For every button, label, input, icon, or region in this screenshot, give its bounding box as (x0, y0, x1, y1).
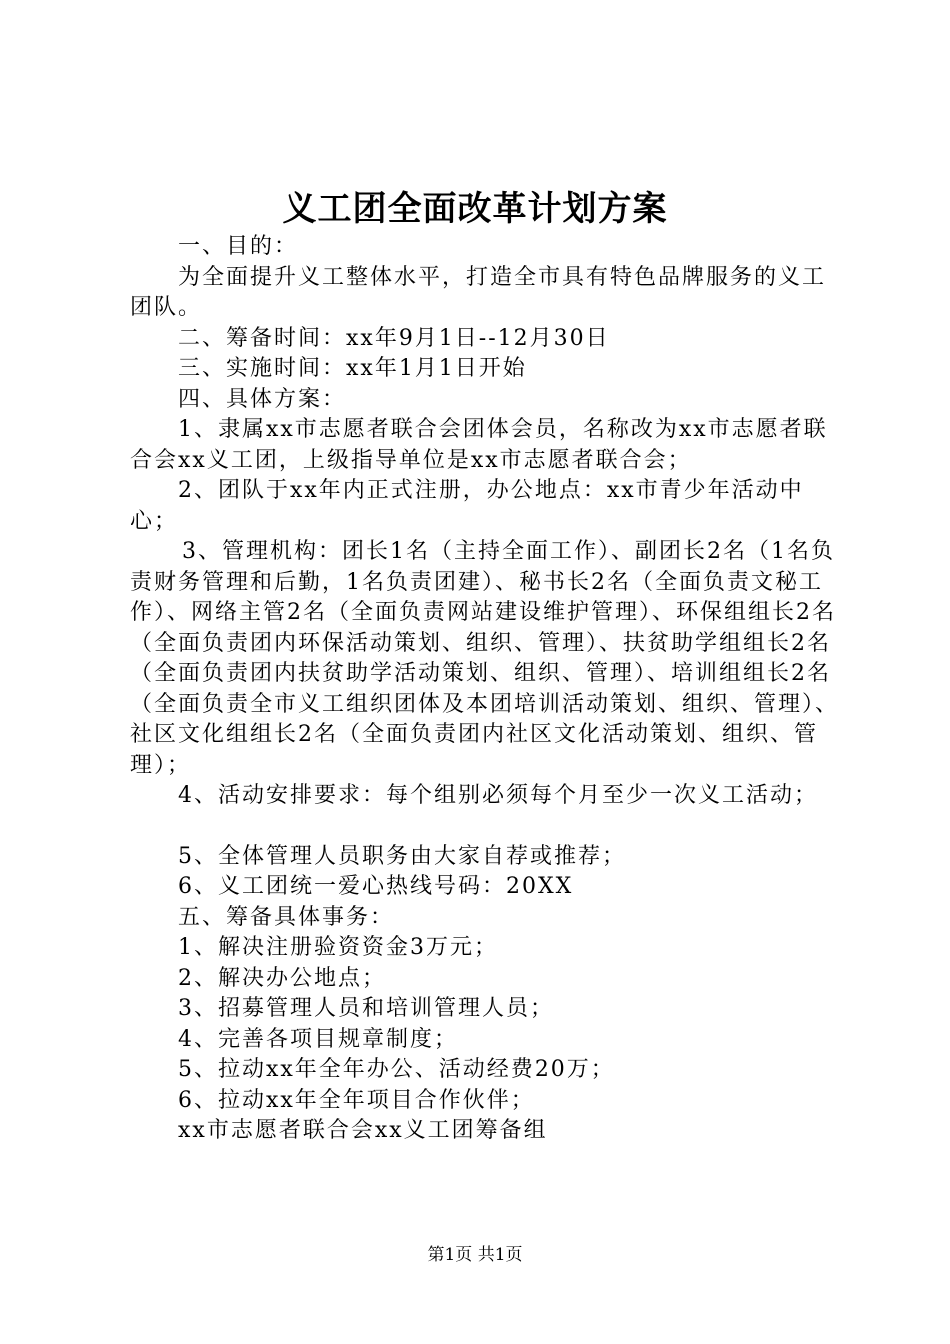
plan-item-2: 2、团队于xx年内正式注册，办公地点：xx市青少年活动中心； (130, 478, 804, 534)
page-footer: 第1页 共1页 (427, 1245, 523, 1265)
task-item-5: 5、拉动xx年全年办公、活动经费20万； (178, 1057, 615, 1082)
plan-item-1: 1、隶属xx市志愿者联合会团体会员，名称改为xx市志愿者联合会xx义工团，上级指导单位是xx市志愿者联合会； (130, 417, 828, 473)
blank-line (130, 812, 845, 842)
signature-line: xx市志愿者联合会xx义工团筹备组 (178, 1118, 548, 1143)
task-item-2: 2、解决办公地点； (178, 965, 386, 991)
task-item-4: 4、完善各项目规章制度； (178, 1026, 458, 1052)
task-item-3: 3、招募管理人员和培训管理人员； (178, 996, 554, 1021)
section-heading-start-time: 三、实施时间：xx年1月1日开始 (178, 356, 527, 381)
section-heading-purpose: 一、目的： (178, 234, 299, 259)
section-heading-plan: 四、具体方案： (178, 386, 347, 412)
section-heading-prep-tasks: 五、筹备具体事务： (178, 904, 395, 930)
plan-item-3: 3、管理机构：团长1名（主持全面工作）、副团长2名（1名负责财务管理和后勤，1名负责团建）、秘书长2名（全面负责文秘工作）、网络主管2名（全面负责网站建设维护管理）、环保组组长2名（全面负责团内环保活动策划、组织、管理）、扶贫助学组组长2名（全面负责团内扶贫助学活动策划、组织、管理）、培训组组长2名（全面负责全市义工组织团体及本团培训活动策划、组织、管理）、社区文化组组长2名（全面负责团内社区文化活动策划、组织、管理）； (130, 539, 840, 778)
document-title: 义工团全面改革计划方案 (282, 189, 668, 229)
plan-item-5: 5、全体管理人员职务由大家自荐或推荐； (178, 843, 626, 869)
plan-item-4: 4、活动安排要求：每个组别必须每个月至少一次义工活动； (178, 783, 818, 808)
task-item-1: 1、解决注册验资资金3万元； (178, 935, 498, 960)
document-body (130, 232, 845, 1147)
plan-item-6: 6、义工团统一爱心热线号码：20XX (178, 874, 574, 899)
section-heading-prep-time: 二、筹备时间：xx年9月1日--12月30日 (178, 325, 610, 351)
task-item-6: 6、拉动xx年全年项目合作伙伴； (178, 1087, 535, 1113)
paragraph-purpose: 为全面提升义工整体水平，打造全市具有特色品牌服务的义工团队。 (130, 264, 827, 320)
